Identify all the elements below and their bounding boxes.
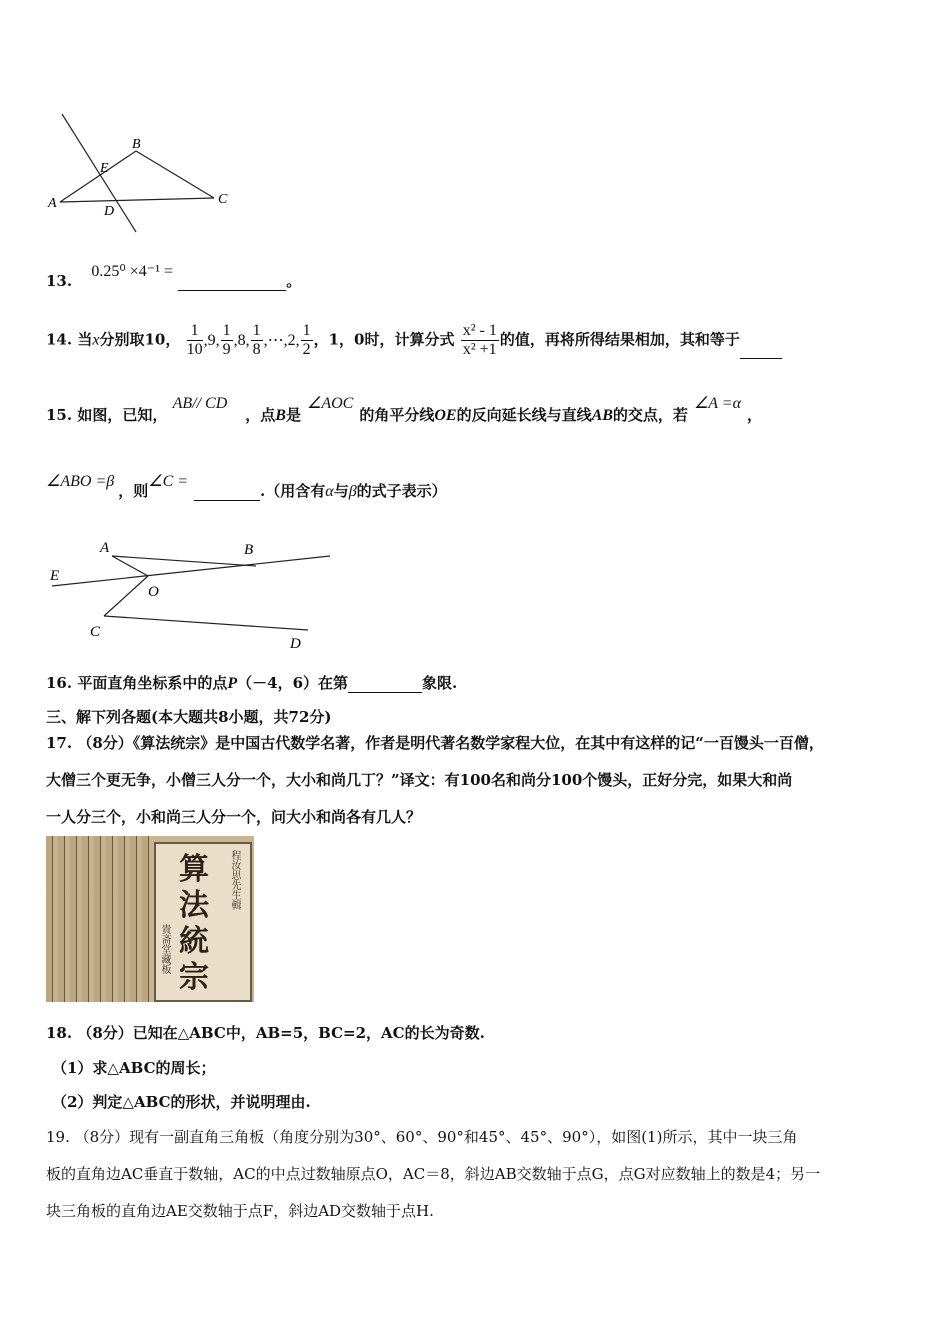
question-17-line-1: 17. （8分）《算法统宗》是中国古代数学名著，作者是明代著名数学家程大位，在其中有这样的记“一百馒头一百僧， xyxy=(46,734,824,752)
question-18-line-1: 18. （8分）已知在△ABC中，AB=5，BC=2，AC的长为奇数. xyxy=(46,1024,485,1042)
question-18-part-2: （2）判定△ABC的形状，并说明理由. xyxy=(52,1093,311,1111)
question-19-line-3: 块三角板的直角边AE交数轴于点F，斜边AD交数轴于点H. xyxy=(46,1202,434,1220)
label-a: A xyxy=(48,196,57,211)
question-17-line-2: 大僧三个更无争，小僧三人分一个，大小和尚几丁？”译文：有100名和尚分100个馒头，正好分完，如果大和尚 xyxy=(46,771,793,789)
question-16: 16. 平面直角坐标系中的点P（－4，6）在第 象限. xyxy=(46,674,458,692)
answer-blank-14[interactable] xyxy=(740,344,782,359)
question-15: 15. 如图，已知， AB// CD，点B是∠AOC的角平分线OE的反向延长线与直线AB的交点，若∠A =α， xyxy=(46,395,762,424)
question-19-line-2: 板的直角边AC垂直于数轴，AC的中点过数轴原点O，AC＝8，斜边AB交数轴于点G，点G对应数轴上的数是4；另一 xyxy=(46,1165,821,1183)
cover-author: 程汝思先生輯 xyxy=(229,850,240,910)
triangle-figure xyxy=(44,108,244,236)
question-19-line-1: 19. （8分）现有一副直角三角板（角度分别为30°、60°、90°和45°、45°、90°），如图(1)所示，其中一块三角 xyxy=(46,1128,798,1146)
label-o: O xyxy=(148,584,159,600)
label-e: E xyxy=(50,568,60,584)
cover-title: 算 法 統 宗 xyxy=(179,852,209,995)
q14-separator: ,8, xyxy=(233,331,250,349)
answer-blank-15[interactable] xyxy=(194,486,260,501)
page-texture xyxy=(46,836,150,1002)
question-13: 13. 0.25⁰ ×4⁻¹ = 。 xyxy=(46,263,302,290)
q14-separator: ,9, xyxy=(203,331,220,349)
question-14: 14. 当x分别取10， $\frac{1}{10}$ ,9, $\frac{1}{9}$ ,8, $\frac{1}{8}$ ,⋯,2, $\frac{1}{2}$ ，1，0时，计算分式 $\frac{\text{x² - 1}}{\text{x² +1}}$ 的值，再将所得结果相加，其和等于 xyxy=(46,322,782,359)
q14-fraction: $\frac{\text{x² - 1}}{\text{x² +1}}$ xyxy=(462,322,497,358)
label-a: A xyxy=(100,540,110,556)
q13-expression: 0.25⁰ ×4⁻¹ = xyxy=(91,263,174,280)
label-d: D xyxy=(290,636,301,652)
label-b: B xyxy=(132,137,141,152)
q14-separator: ,⋯,2, xyxy=(263,331,300,349)
label-d: D xyxy=(104,204,115,219)
parallel-lines-figure xyxy=(44,534,344,658)
book-cover-image xyxy=(46,836,254,1002)
q14-value-list xyxy=(186,322,314,358)
question-18-part-1: （1）求△ABC的周长； xyxy=(52,1059,216,1077)
question-15-cont: ∠ABO =β，则∠C =.（用含有α与β的式子表示） xyxy=(46,473,447,500)
question-17-line-3: 一人分三个，小和尚三人分一个，问大小和尚各有几人？ xyxy=(46,808,422,826)
q14-fraction-item: $\frac{1}{10}$ xyxy=(186,322,203,358)
answer-blank-16[interactable] xyxy=(348,678,422,693)
section-heading: 三、解下列各题(本大题共8小题，共72分) xyxy=(46,708,332,726)
label-c: C xyxy=(218,192,228,207)
label-e: E xyxy=(100,161,109,176)
q14-fraction-item: $\frac{1}{9}$ xyxy=(222,322,231,358)
answer-blank-13[interactable] xyxy=(178,276,286,291)
q14-fraction-item: $\frac{1}{8}$ xyxy=(252,322,261,358)
cover-publisher: 貴斋堂藏板 xyxy=(159,924,170,974)
label-b: B xyxy=(244,542,254,558)
q14-fraction-item: $\frac{1}{2}$ xyxy=(302,322,311,358)
label-c: C xyxy=(90,624,101,640)
